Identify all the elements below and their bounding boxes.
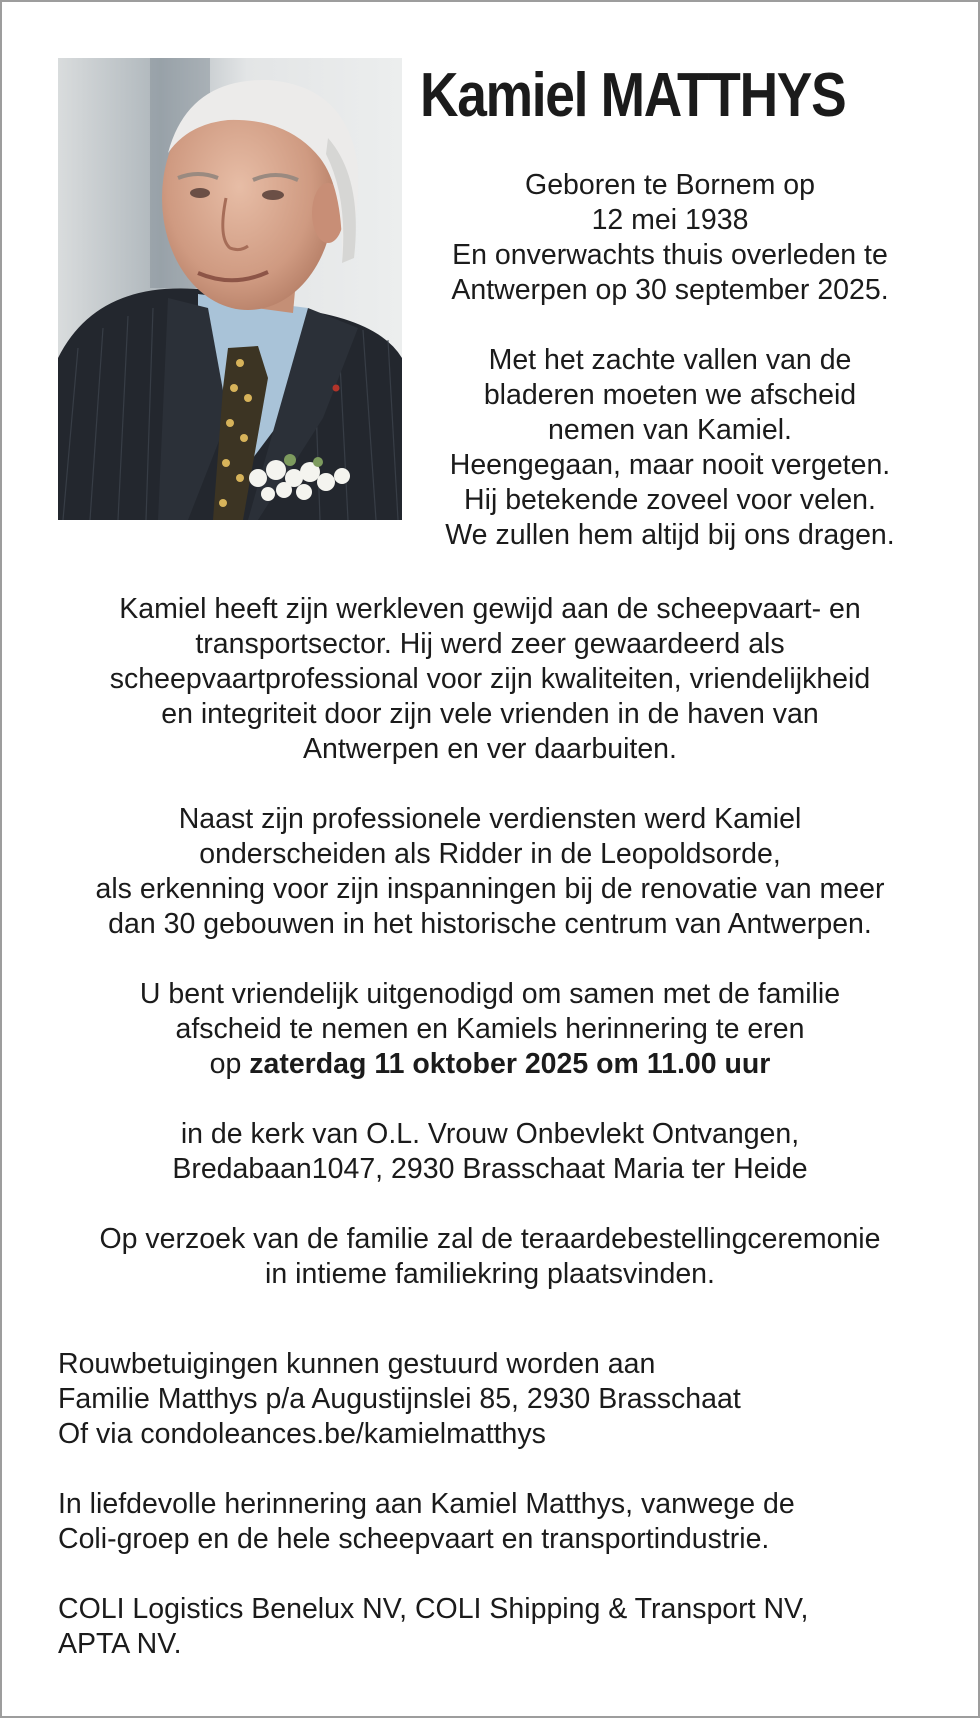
honours-line: onderscheiden als Ridder in de Leopoldsorde,: [199, 838, 781, 870]
death-date: Antwerpen op 30 september 2025.: [451, 274, 889, 306]
poem-line: nemen van Kamiel.: [548, 414, 792, 446]
remembrance-line: Coli-groep en de hele scheepvaart en transportindustrie.: [58, 1523, 770, 1555]
portrait-photo-icon: [58, 58, 402, 520]
invitation-prefix: op: [209, 1048, 250, 1080]
career-line: Kamiel heeft zijn werkleven gewijd aan de scheepvaart- en: [119, 593, 861, 625]
career-line: Antwerpen en ver daarbuiten.: [303, 733, 677, 765]
burial-line: in intieme familiekring plaatsvinden.: [265, 1258, 715, 1290]
deceased-name: Kamiel MATTHYS: [420, 61, 846, 130]
career-line: en integriteit door zijn vele vrienden in de haven van: [161, 698, 819, 730]
condolences-address: Familie Matthys p/a Augustijnslei 85, 2930 Brasschaat: [58, 1383, 741, 1415]
notice-body: [40, 592, 940, 1292]
intro-block: [420, 168, 920, 553]
poem-line: Heengegaan, maar nooit vergeten.: [449, 449, 891, 481]
companies-line: APTA NV.: [58, 1628, 182, 1660]
poem-line: bladeren moeten we afscheid: [483, 379, 857, 411]
burial-line: Op verzoek van de familie zal de teraardebestellingceremonie: [99, 1223, 881, 1255]
invitation-line: U bent vriendelijk uitgenodigd om samen met de familie: [139, 978, 841, 1010]
ceremony-date: zaterdag 11 oktober 2025 om 11.00 uur: [249, 1048, 771, 1080]
poem-line: We zullen hem altijd bij ons dragen.: [445, 519, 895, 551]
honours-line: als erkenning voor zijn inspanningen bij de renovatie van meer: [95, 873, 885, 905]
honours-line: Naast zijn professionele verdiensten werd Kamiel: [178, 803, 802, 835]
career-line: scheepvaartprofessional voor zijn kwaliteiten, vriendelijkheid: [109, 663, 871, 695]
death-line: En onverwachts thuis overleden te: [452, 239, 888, 271]
location-address: Bredabaan1047, 2930 Brasschaat Maria ter Heide: [172, 1153, 808, 1185]
career-line: transportsector. Hij werd zeer gewaardeerd als: [195, 628, 785, 660]
birth-date: 12 mei 1938: [591, 204, 749, 236]
invitation-date-line: [40, 1047, 940, 1082]
condolences-website: Of via condoleances.be/kamielmatthys: [58, 1418, 546, 1450]
poem-line: Hij betekende zoveel voor velen.: [464, 484, 876, 516]
honours-line: dan 30 gebouwen in het historische centrum van Antwerpen.: [108, 908, 872, 940]
companies-line: COLI Logistics Benelux NV, COLI Shipping & Transport NV,: [58, 1593, 809, 1625]
condolences-line: Rouwbetuigingen kunnen gestuurd worden aan: [58, 1348, 656, 1380]
remembrance-line: In liefdevolle herinnering aan Kamiel Matthys, vanwege de: [58, 1488, 795, 1520]
notice-footer: [58, 1347, 938, 1662]
invitation-line: afscheid te nemen en Kamiels herinnering te eren: [175, 1013, 805, 1045]
birth-line: Geboren te Bornem op: [525, 169, 815, 201]
poem-line: Met het zachte vallen van de: [488, 344, 852, 376]
location-line: in de kerk van O.L. Vrouw Onbevlekt Ontvangen,: [180, 1118, 800, 1150]
